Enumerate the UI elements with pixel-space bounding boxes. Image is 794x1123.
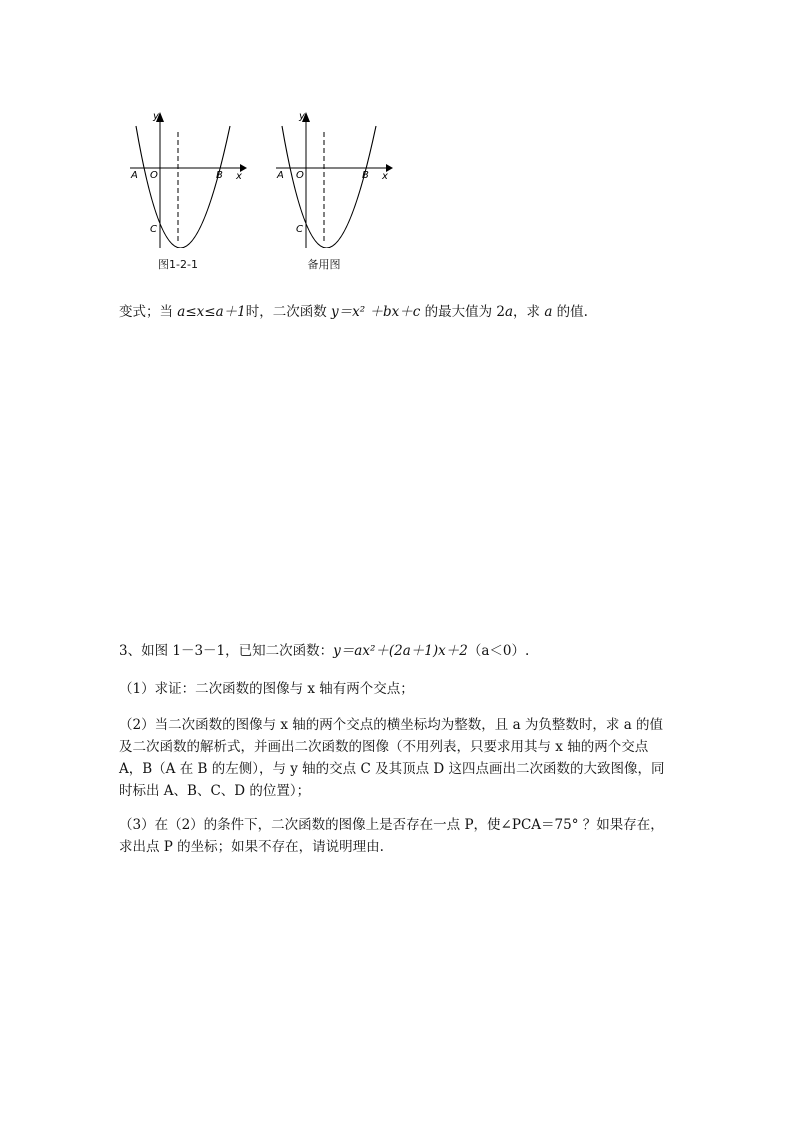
- label-y: y: [299, 111, 305, 122]
- variant-end: ，求: [513, 304, 545, 320]
- label-c: C: [296, 224, 303, 235]
- parabola-graph: [274, 108, 394, 248]
- problem-3-part-1: （1）求证：二次函数的图像与 x 轴有两个交点；: [119, 681, 414, 697]
- figure-2-caption: 备用图: [307, 258, 341, 271]
- label-b: B: [362, 170, 369, 181]
- variant-condition: a≤x≤a＋1: [177, 304, 246, 320]
- figure-1-caption: 图1-2-1: [158, 258, 198, 271]
- label-o: O: [296, 170, 304, 181]
- variant-max-var: a: [504, 304, 514, 320]
- variant-tail: 的最大值为 2: [420, 304, 505, 320]
- variant-ask-var: a: [544, 304, 553, 320]
- variant-problem: [119, 302, 588, 322]
- variant-end2: 的值.: [552, 304, 588, 320]
- variant-prefix: 变式；当: [119, 304, 178, 320]
- problem-3-intro-text: 3、如图 1－3－1，已知二次函数：: [119, 643, 334, 659]
- parabola-graph: [128, 108, 248, 248]
- figure-1-2-1: [128, 108, 248, 248]
- problem-3-formula: y＝ax²＋(2a＋1)x＋2: [333, 643, 468, 659]
- label-y: y: [153, 111, 159, 122]
- label-x: x: [236, 171, 242, 182]
- label-o: O: [150, 170, 158, 181]
- problem-3-intro: [119, 641, 529, 661]
- problem-3-part-3: [119, 814, 699, 858]
- part-2-line-4: 时标出 A、B、C、D 的位置）；: [119, 783, 311, 799]
- part-2-line-2: 及二次函数的解析式，并画出二次函数的图像（不用列表，只要求用其与 x 轴的两个交点: [119, 739, 649, 755]
- problem-3-part-2: [119, 714, 699, 802]
- label-x: x: [382, 171, 388, 182]
- part-3-line-1: （3）在（2）的条件下，二次函数的图像上是否存在一点 P，使∠PCA＝75° ？如果存在，: [119, 817, 664, 833]
- figure-backup: [274, 108, 394, 248]
- part-3-line-2: 求出点 P 的坐标；如果不存在，请说明理由.: [119, 839, 384, 855]
- problem-3-condition: （a＜0）.: [467, 643, 530, 659]
- part-2-line-1: （2）当二次函数的图像与 x 轴的两个交点的横坐标均为整数，且 a 为负整数时，求 a 的值: [119, 717, 664, 733]
- label-c: C: [150, 224, 157, 235]
- part-2-line-3: A，B（A 在 B 的左侧），与 y 轴的交点 C 及其顶点 D 这四点画出二次函数的大致图像，同: [119, 761, 665, 777]
- label-b: B: [216, 170, 223, 181]
- variant-function: y＝x² ＋bx＋c: [331, 304, 421, 320]
- label-a: A: [131, 170, 138, 181]
- label-a: A: [277, 170, 284, 181]
- variant-middle: 时，二次函数: [245, 304, 332, 320]
